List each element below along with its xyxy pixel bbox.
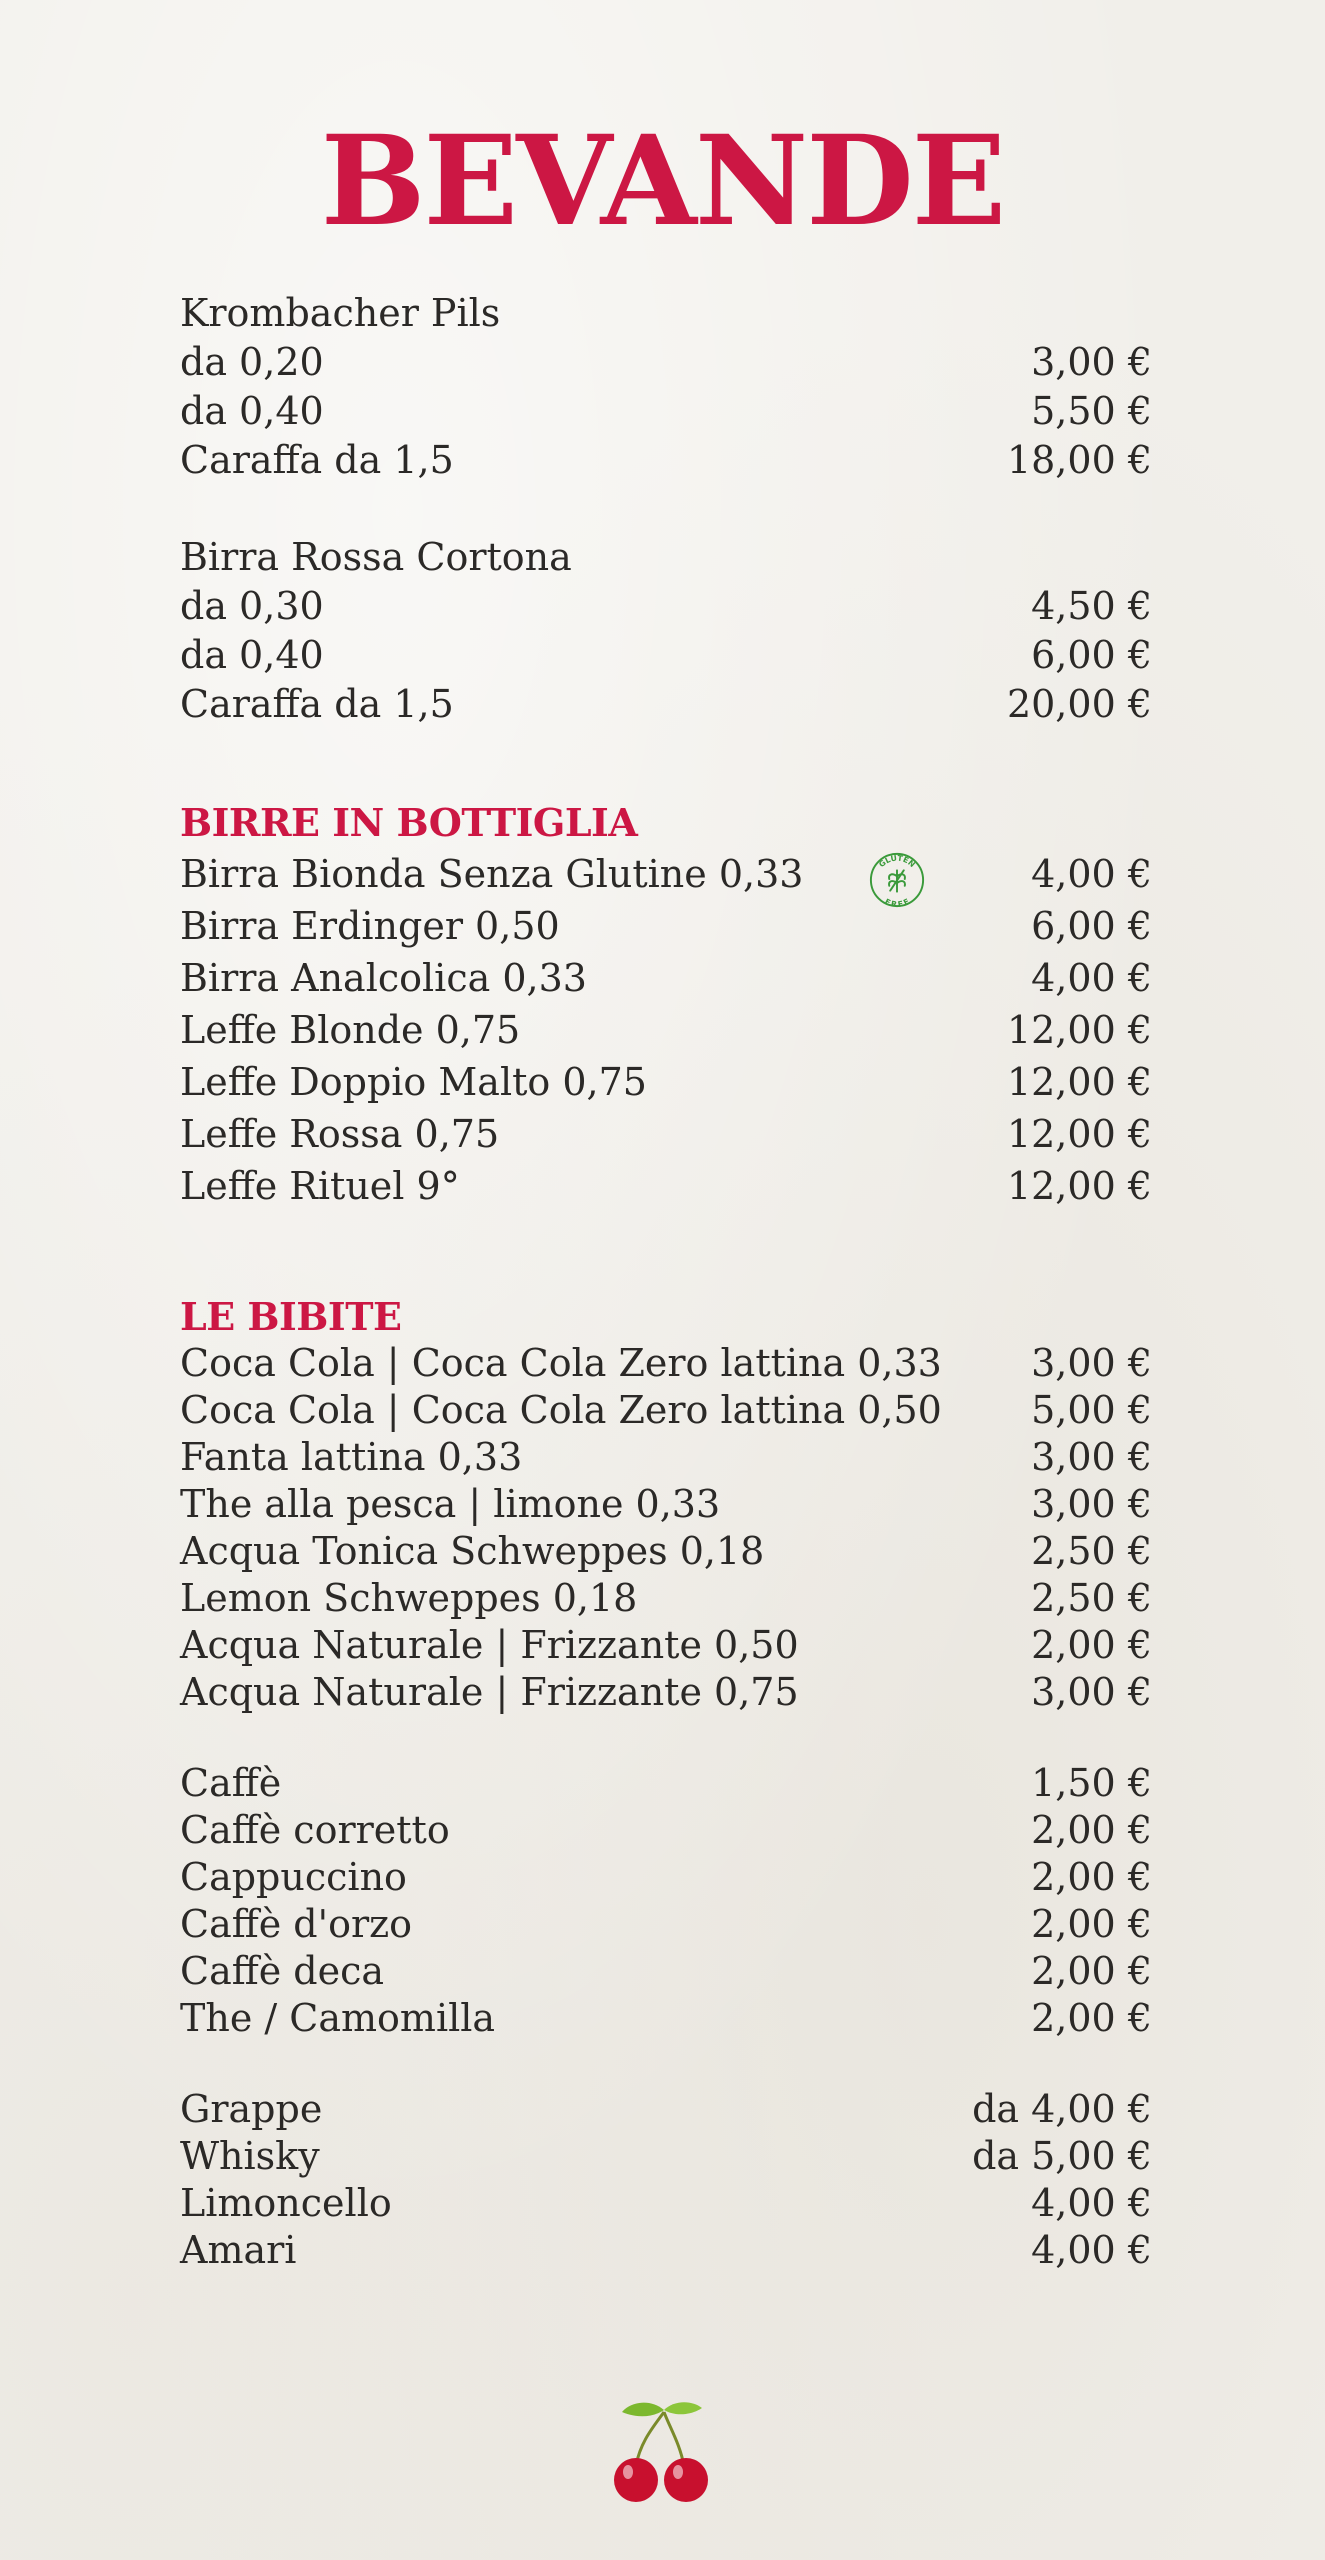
item-price: 4,00 € xyxy=(1031,852,1152,896)
liquori-section xyxy=(180,2086,1152,2274)
item-label: Leffe Blonde 0,75 xyxy=(180,1008,521,1052)
item-label: Birra Bionda Senza Glutine 0,33 xyxy=(180,852,804,896)
item-price: 3,00 € xyxy=(1031,1435,1152,1479)
item-price: 2,00 € xyxy=(1031,1855,1152,1899)
item-label: Birra Erdinger 0,50 xyxy=(180,904,560,948)
cherries-icon xyxy=(606,2396,718,2508)
item-price: 1,50 € xyxy=(1031,1761,1152,1805)
item-label: da 0,40 xyxy=(180,389,324,433)
menu-row xyxy=(180,1387,1152,1434)
item-price: 5,00 € xyxy=(1031,1388,1152,1432)
item-price: 4,00 € xyxy=(1031,2228,1152,2272)
item-price: 12,00 € xyxy=(1006,1164,1152,1208)
item-label: Leffe Rossa 0,75 xyxy=(180,1112,500,1156)
badge-text-top: GLUTEN xyxy=(877,853,917,870)
menu-row xyxy=(180,1995,1152,2042)
svg-text:GLUTEN xyxy=(877,853,917,869)
item-label: Amari xyxy=(180,2228,297,2272)
menu-row xyxy=(180,1901,1152,1948)
item-price: 3,00 € xyxy=(1031,1482,1152,1526)
item-price: 2,00 € xyxy=(1031,1902,1152,1946)
menu-row xyxy=(180,900,1152,952)
menu-row xyxy=(180,1160,1152,1212)
menu-row xyxy=(180,1340,1152,1387)
birre-bottiglia-section xyxy=(180,798,1152,1212)
menu-row xyxy=(180,387,1152,436)
menu-row xyxy=(180,436,1152,485)
item-label: Fanta lattina 0,33 xyxy=(180,1435,523,1479)
item-price: 2,50 € xyxy=(1031,1576,1152,1620)
krombacher-name: Krombacher Pils xyxy=(180,291,501,335)
item-label: Limoncello xyxy=(180,2181,392,2225)
menu-row xyxy=(180,2180,1152,2227)
item-label: The alla pesca | limone 0,33 xyxy=(180,1482,721,1526)
item-label: da 0,40 xyxy=(180,633,324,677)
bibite-section xyxy=(180,1293,1152,1716)
item-price: 18,00 € xyxy=(1006,438,1152,482)
caffe-section xyxy=(180,1760,1152,2042)
item-label: Acqua Naturale | Frizzante 0,50 xyxy=(180,1623,799,1667)
menu-row xyxy=(180,1528,1152,1575)
item-label: da 0,30 xyxy=(180,584,324,628)
item-price: 12,00 € xyxy=(1006,1008,1152,1052)
menu-row xyxy=(180,1056,1152,1108)
item-label: Caffè d'orzo xyxy=(180,1902,413,1946)
item-label: Acqua Naturale | Frizzante 0,75 xyxy=(180,1670,799,1714)
item-price: 12,00 € xyxy=(1006,1060,1152,1104)
item-price: 4,00 € xyxy=(1031,2181,1152,2225)
item-price: 4,00 € xyxy=(1031,956,1152,1000)
page-title: BEVANDE xyxy=(320,109,1005,254)
menu-row xyxy=(180,1481,1152,1528)
item-label: Birra Analcolica 0,33 xyxy=(180,956,587,1000)
item-price: 3,00 € xyxy=(1031,340,1152,384)
item-price: da 5,00 € xyxy=(972,2134,1152,2178)
menu-row xyxy=(180,1669,1152,1716)
item-price: 3,00 € xyxy=(1031,1670,1152,1714)
item-label: Acqua Tonica Schweppes 0,18 xyxy=(180,1529,765,1573)
item-price: 2,00 € xyxy=(1031,1623,1152,1667)
menu-row xyxy=(180,1622,1152,1669)
item-price: 6,00 € xyxy=(1031,633,1152,677)
item-price: 6,00 € xyxy=(1031,904,1152,948)
menu-row xyxy=(180,1434,1152,1481)
item-price: 2,00 € xyxy=(1031,1949,1152,1993)
menu-row xyxy=(180,2086,1152,2133)
birra-rossa-name: Birra Rossa Cortona xyxy=(180,535,572,579)
item-price: 3,00 € xyxy=(1031,1341,1152,1385)
menu-row xyxy=(180,848,1152,909)
menu-row xyxy=(180,631,1152,680)
item-price: 2,00 € xyxy=(1031,1808,1152,1852)
item-price: 5,50 € xyxy=(1031,389,1152,433)
item-label: Caffè xyxy=(180,1761,282,1805)
item-label: Caraffa da 1,5 xyxy=(180,438,454,482)
item-label: Caffè deca xyxy=(180,1949,385,1993)
item-label: Whisky xyxy=(180,2134,320,2178)
section-heading-birre-bottiglia: BIRRE IN BOTTIGLIA xyxy=(180,800,638,845)
item-label: Leffe Doppio Malto 0,75 xyxy=(180,1060,647,1104)
menu-row xyxy=(180,2227,1152,2274)
item-label: Cappuccino xyxy=(180,1855,407,1899)
section-heading-bibite: LE BIBITE xyxy=(180,1294,402,1339)
item-label: da 0,20 xyxy=(180,340,324,384)
item-label: The / Camomilla xyxy=(180,1996,496,2040)
krombacher-section xyxy=(180,289,1152,485)
item-label: Coca Cola | Coca Cola Zero lattina 0,50 xyxy=(180,1388,942,1432)
item-price: 4,50 € xyxy=(1031,584,1152,628)
item-price: 12,00 € xyxy=(1006,1112,1152,1156)
item-label: Caraffa da 1,5 xyxy=(180,682,454,726)
item-price: 20,00 € xyxy=(1006,682,1152,726)
item-price: da 4,00 € xyxy=(972,2087,1152,2131)
menu-row xyxy=(180,338,1152,387)
menu-row xyxy=(180,1575,1152,1622)
menu-row xyxy=(180,1004,1152,1056)
item-price: 2,00 € xyxy=(1031,1996,1152,2040)
birra-rossa-section xyxy=(180,533,1152,729)
item-label: Lemon Schweppes 0,18 xyxy=(180,1576,638,1620)
item-label: Leffe Rituel 9° xyxy=(180,1164,460,1208)
menu-row xyxy=(180,952,1152,1004)
menu-row xyxy=(180,1807,1152,1854)
item-price: 2,50 € xyxy=(1031,1529,1152,1573)
badge-text-bottom: FREE xyxy=(883,896,911,909)
menu-row xyxy=(180,680,1152,729)
item-label: Caffè corretto xyxy=(180,1808,450,1852)
item-label: Grappe xyxy=(180,2087,323,2131)
menu-row xyxy=(180,1948,1152,1995)
menu-row xyxy=(180,1854,1152,1901)
menu-row xyxy=(180,1108,1152,1160)
menu-row xyxy=(180,582,1152,631)
item-label: Coca Cola | Coca Cola Zero lattina 0,33 xyxy=(180,1341,942,1385)
menu-row xyxy=(180,1760,1152,1807)
menu-row xyxy=(180,2133,1152,2180)
